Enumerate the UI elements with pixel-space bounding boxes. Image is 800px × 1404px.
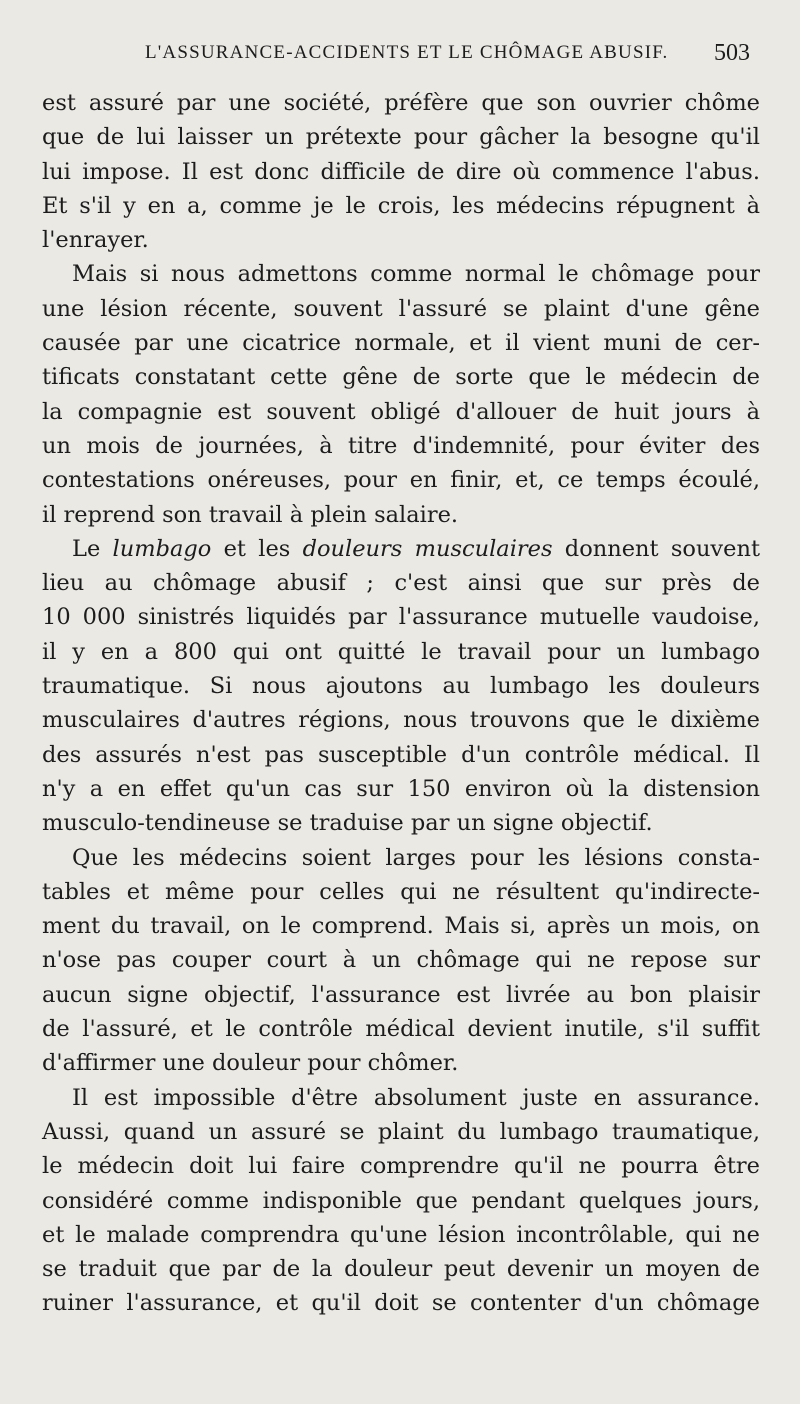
text-line: d'affirmer une douleur pour chômer.	[42, 1050, 459, 1077]
running-head: L'ASSURANCE-ACCIDENTS ET LE CHÔMAGE ABUSIF.	[145, 42, 669, 63]
text-line: que de lui laisser un prétexte pour gâcher la besogne qu'il	[42, 124, 760, 151]
text-line: il reprend son travail à plein salaire.	[42, 501, 459, 528]
text-line: le médecin doit lui faire comprendre qu'il ne pourra être	[42, 1153, 760, 1180]
text-line: n'ose pas couper court à un chômage qui ne repose sur	[42, 947, 760, 974]
text-line: considéré comme indisponible que pendant quelques jours,	[42, 1187, 760, 1214]
text-line: tificats constatant cette gêne de sorte que le médecin de	[42, 364, 760, 391]
text-line: contestations onéreuses, pour en finir, et, ce temps écoulé,	[42, 467, 760, 494]
text-line: l'enrayer.	[42, 227, 149, 254]
text-line: une lésion récente, souvent l'assuré se plaint d'une gêne	[42, 295, 760, 322]
text-line: Il est impossible d'être absolument juste en assurance.	[72, 1084, 760, 1111]
text-line: et le malade comprendra qu'une lésion incontrôlable, qui ne	[42, 1221, 760, 1248]
page-number: 503	[714, 40, 750, 66]
text-line: musculo-tendineuse se traduise par un signe objectif.	[42, 810, 653, 837]
body-text	[42, 86, 760, 1321]
italic-term: lumbago	[112, 535, 212, 562]
text-line: est assuré par une société, préfère que son ouvrier chôme	[42, 90, 760, 116]
page-header	[0, 40, 800, 80]
text-line: musculaires d'autres régions, nous trouvons que le dixième	[42, 707, 760, 734]
text-line: Que les médecins soient larges pour les lésions consta-	[72, 844, 760, 871]
text-line: traumatique. Si nous ajoutons au lumbago les douleurs	[42, 673, 760, 700]
text-segment: et les	[211, 535, 303, 562]
text-line: un mois de journées, à titre d'indemnité, pour éviter des	[42, 432, 760, 459]
text-line: tables et même pour celles qui ne résultent qu'indirecte-	[42, 878, 760, 905]
text-line: lieu au chômage abusif ; c'est ainsi que sur près de	[42, 570, 760, 597]
text-line: ruiner l'assurance, et qu'il doit se contenter d'un chômage	[42, 1290, 760, 1317]
text-segment: donnent souvent	[552, 535, 760, 562]
text-line: n'y a en effet qu'un cas sur 150 environ où la distension	[42, 775, 760, 802]
text-line: se traduit que par de la douleur peut devenir un moyen de	[42, 1256, 760, 1283]
text-line: Et s'il y en a, comme je le crois, les médecins répugnent à	[42, 192, 760, 219]
text-line: il y en a 800 qui ont quitté le travail pour un lumbago	[42, 638, 760, 665]
text-segment: Le	[72, 535, 113, 562]
italic-term: douleurs musculaires	[302, 535, 553, 562]
text-line: 10 000 sinistrés liquidés par l'assurance mutuelle vaudoise,	[42, 604, 760, 631]
text-line: la compagnie est souvent obligé d'allouer de huit jours à	[42, 398, 760, 425]
text-line: lui impose. Il est donc difficile de dire où commence l'abus.	[42, 158, 760, 185]
text-line: causée par une cicatrice normale, et il vient muni de cer-	[42, 330, 760, 357]
text-line	[42, 532, 760, 566]
text-line: Mais si nous admettons comme normal le chômage pour	[72, 261, 760, 288]
text-line: ment du travail, on le comprend. Mais si, après un mois, on	[42, 913, 760, 940]
text-line: de l'assuré, et le contrôle médical devient inutile, s'il suffit	[42, 1016, 760, 1043]
text-line: aucun signe objectif, l'assurance est livrée au bon plaisir	[42, 981, 760, 1008]
text-line: Aussi, quand un assuré se plaint du lumbago traumatique,	[42, 1118, 760, 1145]
text-line: des assurés n'est pas susceptible d'un contrôle médical. Il	[42, 741, 760, 768]
